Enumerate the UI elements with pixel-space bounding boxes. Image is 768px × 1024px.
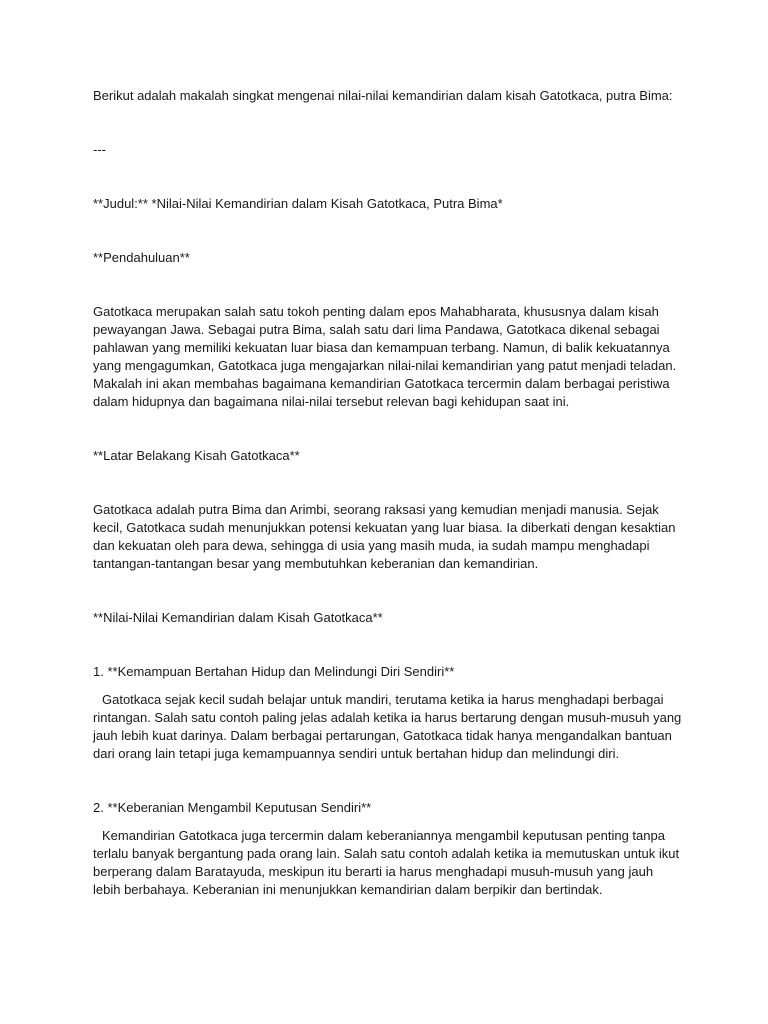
title-line: **Judul:** *Nilai-Nilai Kemandirian dalam Kisah Gatotkaca, Putra Bima*: [93, 196, 503, 211]
point-heading-2: 2. **Keberanian Mengambil Keputusan Sendiri**: [93, 800, 372, 815]
section-heading-latar-belakang: **Latar Belakang Kisah Gatotkaca**: [93, 448, 300, 463]
intro-text: Berikut adalah makalah singkat mengenai nilai-nilai kemandirian dalam kisah Gatotkaca, putra Bima:: [93, 88, 673, 103]
separator-line: ---: [93, 142, 106, 157]
point-heading-1: 1. **Kemampuan Bertahan Hidup dan Melindungi Diri Sendiri**: [93, 664, 455, 679]
section-heading-nilai-kemandirian: **Nilai-Nilai Kemandirian dalam Kisah Gatotkaca**: [93, 610, 383, 625]
section-heading-pendahuluan: **Pendahuluan**: [93, 250, 190, 265]
section-body-pendahuluan: Gatotkaca merupakan salah satu tokoh penting dalam epos Mahabharata, khususnya dalam kisah pewayangan Jawa. Sebagai putra Bima, salah satu dari lima Pandawa, Gatotkaca dikenal sebagai pahlawan yang memiliki kekuatan luar biasa dan kemampuan terbang. Namun, di balik kekuatannya yang mengagumkan, Gatotkaca juga mengajarkan nilai-nilai kemandirian yang patut menjadi teladan. Makalah ini akan membahas bagaimana kemandirian Gatotkaca tercermin dalam berbagai peristiwa dalam hidupnya dan bagaimana nilai-nilai tersebut relevan bagi kehidupan saat ini.: [93, 304, 677, 409]
document-page: [93, 87, 683, 899]
section-body-latar-belakang: Gatotkaca adalah putra Bima dan Arimbi, seorang raksasi yang kemudian menjadi manusia. Sejak kecil, Gatotkaca sudah menunjukkan potensi kekuatan yang luar biasa. Ia diberkati dengan kesaktian dan kekuatan oleh para dewa, sehingga di usia yang masih muda, ia sudah mampu menghadapi tantangan-tantangan besar yang membutuhkan keberanian dan kemandirian.: [93, 502, 676, 571]
point-body-1: Gatotkaca sejak kecil sudah belajar untuk mandiri, terutama ketika ia harus menghadapi berbagai rintangan. Salah satu contoh paling jelas adalah ketika ia harus bertarung dengan musuh-musuh yang jauh lebih kuat darinya. Dalam berbagai pertarungan, Gatotkaca tidak hanya mengandalkan bantuan dari orang lain tetapi juga kemampuannya sendiri untuk bertahan hidup dan melindungi diri.: [93, 692, 682, 761]
point-body-2: Kemandirian Gatotkaca juga tercermin dalam keberaniannya mengambil keputusan penting tanpa terlalu banyak bergantung pada orang lain. Salah satu contoh adalah ketika ia memutuskan untuk ikut berperang dalam Baratayuda, meskipun itu berarti ia harus menghadapi musuh-musuh yang jauh lebih berbahaya. Keberanian ini menunjukkan kemandirian dalam berpikir dan bertindak.: [93, 828, 680, 897]
